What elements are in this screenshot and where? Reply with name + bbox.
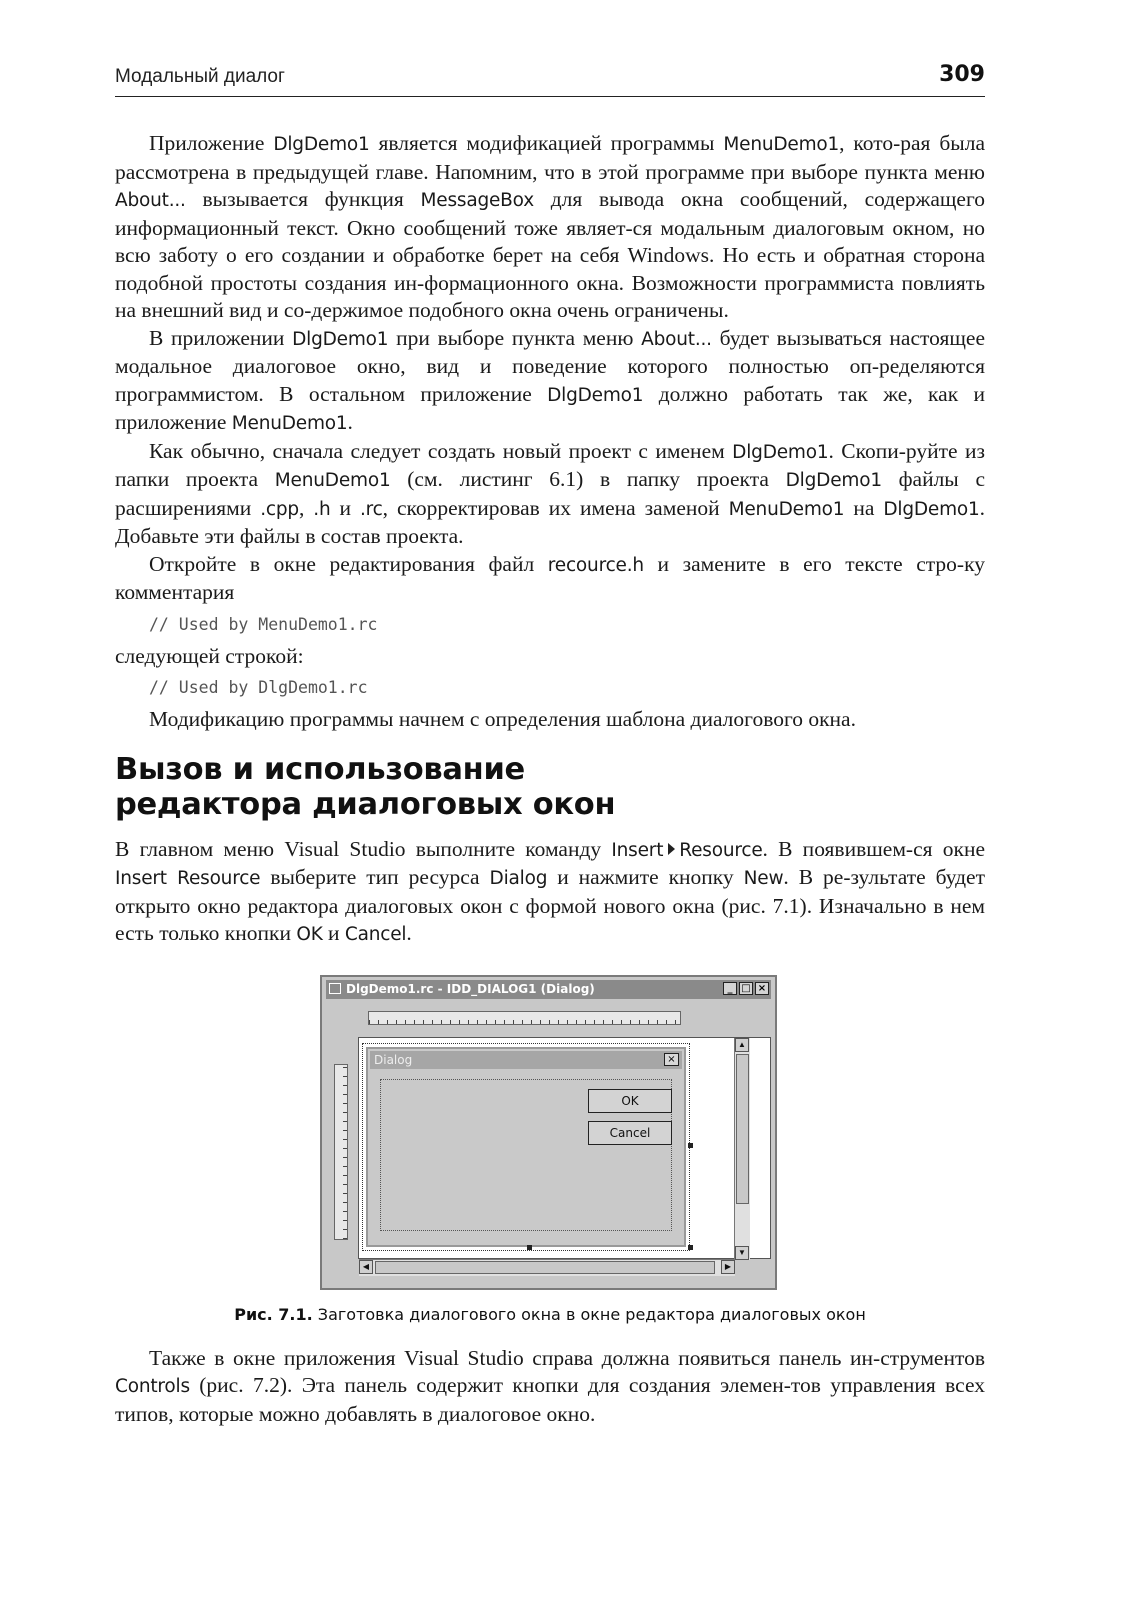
ok-button[interactable]: OK <box>588 1089 672 1113</box>
vertical-scrollbar[interactable] <box>734 1038 750 1260</box>
minimize-button[interactable]: _ <box>723 982 737 995</box>
code-line-1: // Used by MenuDemo1.rc <box>149 614 378 634</box>
resize-handle[interactable] <box>527 1245 532 1250</box>
paragraph-7: В главном меню Visual Studio выполните команду Insert Resource. В появившем-ся окне Insert Resource выберите тип ресурса Dialog и нажмите кнопку New. В ре-зультате будет открыто окно редактора диалоговых окон с формой нового окна (рис. 7.1). Изначально в нем есть только кнопки OK и Cancel. <box>115 836 985 945</box>
scroll-thumb[interactable] <box>375 1261 715 1274</box>
code-term: MenuDemo1 <box>723 134 840 155</box>
cancel-button[interactable]: Cancel <box>588 1121 672 1145</box>
paragraph-6: Модификацию программы начнем с определения шаблона диалогового окна. <box>149 707 856 731</box>
scroll-up-icon[interactable]: ▲ <box>735 1038 749 1052</box>
code-term: MenuDemo1 <box>231 413 348 434</box>
close-button[interactable]: × <box>755 982 769 995</box>
horizontal-ruler[interactable] <box>368 1011 681 1025</box>
scroll-down-icon[interactable]: ▼ <box>735 1246 749 1260</box>
code-term: About... <box>641 328 712 350</box>
page-header <box>115 62 985 97</box>
paragraph-5: следующей строкой: <box>115 643 304 668</box>
paragraph-3: Как обычно, сначала следует создать новый проект с именем DlgDemo1. Скопи-руйте из папки проекта MenuDemo1 (см. листинг 6.1) в папку проекта DlgDemo1 файлы с расширениями .cpp, .h и .rc, скорректировав их имена заменой MenuDemo1 на DlgDemo1. Добавьте эти файлы в состав проекта. <box>115 438 985 548</box>
code-term: DlgDemo1 <box>292 328 389 350</box>
scroll-right-icon[interactable]: ▶ <box>721 1260 735 1274</box>
resize-handle[interactable] <box>688 1245 693 1250</box>
resource-file-icon <box>329 983 341 994</box>
paragraph-8: Также в окне приложения Visual Studio справа должна появиться панель ин-струментов Controls (рис. 7.2). Эта панель содержит кнопки для создания элемен-тов управления всех типов, которые можно добавлять в диалоговое окно. <box>115 1345 985 1426</box>
page-number: 309 <box>939 62 985 87</box>
paragraph-4: Откройте в окне редактирования файл recource.h и замените в его тексте стро-ку комментария <box>115 551 985 604</box>
dialog-title-bar <box>370 1051 682 1069</box>
horizontal-scrollbar[interactable] <box>359 1259 735 1276</box>
page-content <box>115 130 985 1428</box>
window-title: DlgDemo1.rc - IDD_DIALOG1 (Dialog) <box>346 981 595 996</box>
scroll-thumb[interactable] <box>736 1054 749 1204</box>
window-title-bar[interactable] <box>326 980 771 999</box>
dialog-close-icon[interactable]: × <box>664 1053 679 1066</box>
code-term: MessageBox <box>420 190 534 211</box>
figure-7-1 <box>115 975 985 1345</box>
code-line-2: // Used by DlgDemo1.rc <box>149 678 368 697</box>
code-term: DlgDemo1 <box>547 384 644 406</box>
running-title: Модальный диалог <box>115 66 285 87</box>
menu-arrow-icon <box>668 843 675 855</box>
section-heading: Вызов и использование редактора диалоговых окон <box>115 751 616 822</box>
code-term: About... <box>115 190 186 211</box>
dialog-title: Dialog <box>374 1052 413 1067</box>
scroll-left-icon[interactable]: ◀ <box>359 1260 373 1274</box>
vertical-ruler[interactable] <box>334 1064 348 1240</box>
dialog-form[interactable] <box>366 1047 686 1247</box>
code-term: DlgDemo1 <box>273 134 370 155</box>
maximize-button[interactable]: □ <box>739 982 753 995</box>
figure-caption: Рис. 7.1. Заготовка диалогового окна в окне редактора диалоговых окон <box>234 1304 866 1324</box>
paragraph-1: Приложение DlgDemo1 является модификацией программы MenuDemo1, кото-рая была рассмотрена в предыдущей главе. Напомним, что в этой программе при выборе пункта меню About... вызывается функция MessageBox для вывода окна сообщений, содержащего информационный текст. Окно сообщений тоже являет-ся модальным диалоговым окном, но всю заботу о его создании и обработке берет на себя Windows. Но есть и обратная сторона подобной простоты создания ин-формационного окна. Возможности программиста повлиять на внешний вид и со-держимое подобного окна очень ограничены. <box>115 131 986 322</box>
dialog-editor-window <box>320 975 777 1290</box>
paragraph-2: В приложении DlgDemo1 при выборе пункта меню About... будет вызываться настоящее модальное диалоговое окно, вид и поведение которого полностью оп-ределяются программистом. В остальном приложение DlgDemo1 должно работать так же, как и приложение MenuDemo1. <box>115 325 985 434</box>
resize-handle[interactable] <box>688 1143 693 1148</box>
